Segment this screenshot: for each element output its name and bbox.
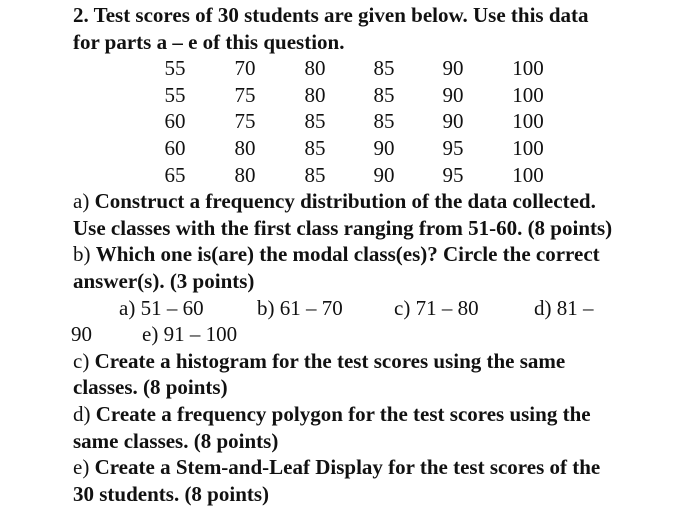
- part-d-prefix: d): [73, 401, 96, 426]
- score-cell: 85: [304, 109, 326, 134]
- part-d-line-1: [73, 401, 693, 428]
- score-cell: 100: [512, 82, 544, 107]
- option-d-wrap: 90: [71, 322, 92, 347]
- score-cell: 65: [164, 162, 186, 187]
- option-c: c) 71 – 80: [394, 295, 479, 320]
- part-a-line-2: Use classes with the first class ranging from 51-60. (8 points): [73, 215, 613, 240]
- option-d: d) 81 –: [534, 295, 594, 320]
- scores-row: [73, 82, 693, 109]
- part-c-text-1: Create a histogram for the test scores using the same: [94, 348, 566, 373]
- question-title-line-2: for parts a – e of this question.: [73, 29, 345, 54]
- part-a-prefix: a): [73, 189, 95, 214]
- part-c-prefix: c): [73, 348, 95, 373]
- part-b-text-1: Which one is(are) the modal class(es)? Circle the correct: [95, 242, 600, 267]
- part-b-prefix: b): [73, 242, 96, 267]
- part-a-text-1: Construct a frequency distribution of the data collected.: [94, 189, 596, 214]
- scores-row: [73, 55, 693, 82]
- score-cell: 75: [234, 82, 256, 107]
- score-cell: 60: [164, 109, 186, 134]
- part-d-line-2: same classes. (8 points): [73, 428, 279, 453]
- score-cell: 75: [234, 109, 256, 134]
- score-cell: 90: [442, 109, 464, 134]
- score-cell: 95: [442, 135, 464, 160]
- score-cell: 100: [512, 135, 544, 160]
- score-cell: 100: [512, 56, 544, 81]
- score-cell: 55: [164, 56, 186, 81]
- score-cell: 70: [234, 56, 256, 81]
- part-e-prefix: e): [73, 455, 95, 480]
- scores-row: [73, 162, 693, 189]
- score-cell: 90: [442, 82, 464, 107]
- scores-row: [73, 135, 693, 162]
- part-e-line-2: 30 students. (8 points): [73, 481, 270, 506]
- question-title-line-1: 2. Test scores of 30 students are given below. Use this data: [73, 3, 589, 27]
- scores-table: [73, 55, 693, 188]
- part-b-options-row-2: [71, 321, 693, 348]
- score-cell: 90: [373, 135, 395, 160]
- part-c-line-2: classes. (8 points): [73, 375, 228, 400]
- score-cell: 90: [442, 56, 464, 81]
- score-cell: 80: [304, 82, 326, 107]
- question-document: [73, 2, 693, 507]
- score-cell: 100: [512, 109, 544, 134]
- score-cell: 85: [304, 135, 326, 160]
- scores-row: [73, 108, 693, 135]
- part-b-line-2: answer(s). (3 points): [73, 268, 255, 293]
- score-cell: 85: [373, 56, 395, 81]
- score-cell: 90: [373, 162, 395, 187]
- part-d-text-1: Create a frequency polygon for the test scores using the: [95, 401, 591, 426]
- score-cell: 80: [234, 135, 256, 160]
- part-c-line-1: [73, 348, 693, 375]
- part-e-line-1: [73, 454, 693, 481]
- score-cell: 60: [164, 135, 186, 160]
- score-cell: 85: [373, 82, 395, 107]
- part-b-options-row: [73, 295, 693, 322]
- part-e-text-1: Create a Stem-and-Leaf Display for the test scores of the: [94, 455, 601, 480]
- option-e: e) 91 – 100: [142, 322, 238, 347]
- part-a-line-1: [73, 188, 693, 215]
- score-cell: 55: [164, 82, 186, 107]
- option-b: b) 61 – 70: [257, 295, 343, 320]
- score-cell: 80: [234, 162, 256, 187]
- score-cell: 100: [512, 162, 544, 187]
- option-a: a) 51 – 60: [119, 295, 204, 320]
- score-cell: 80: [304, 56, 326, 81]
- score-cell: 85: [373, 109, 395, 134]
- score-cell: 95: [442, 162, 464, 187]
- part-b-line-1: [73, 241, 693, 268]
- score-cell: 85: [304, 162, 326, 187]
